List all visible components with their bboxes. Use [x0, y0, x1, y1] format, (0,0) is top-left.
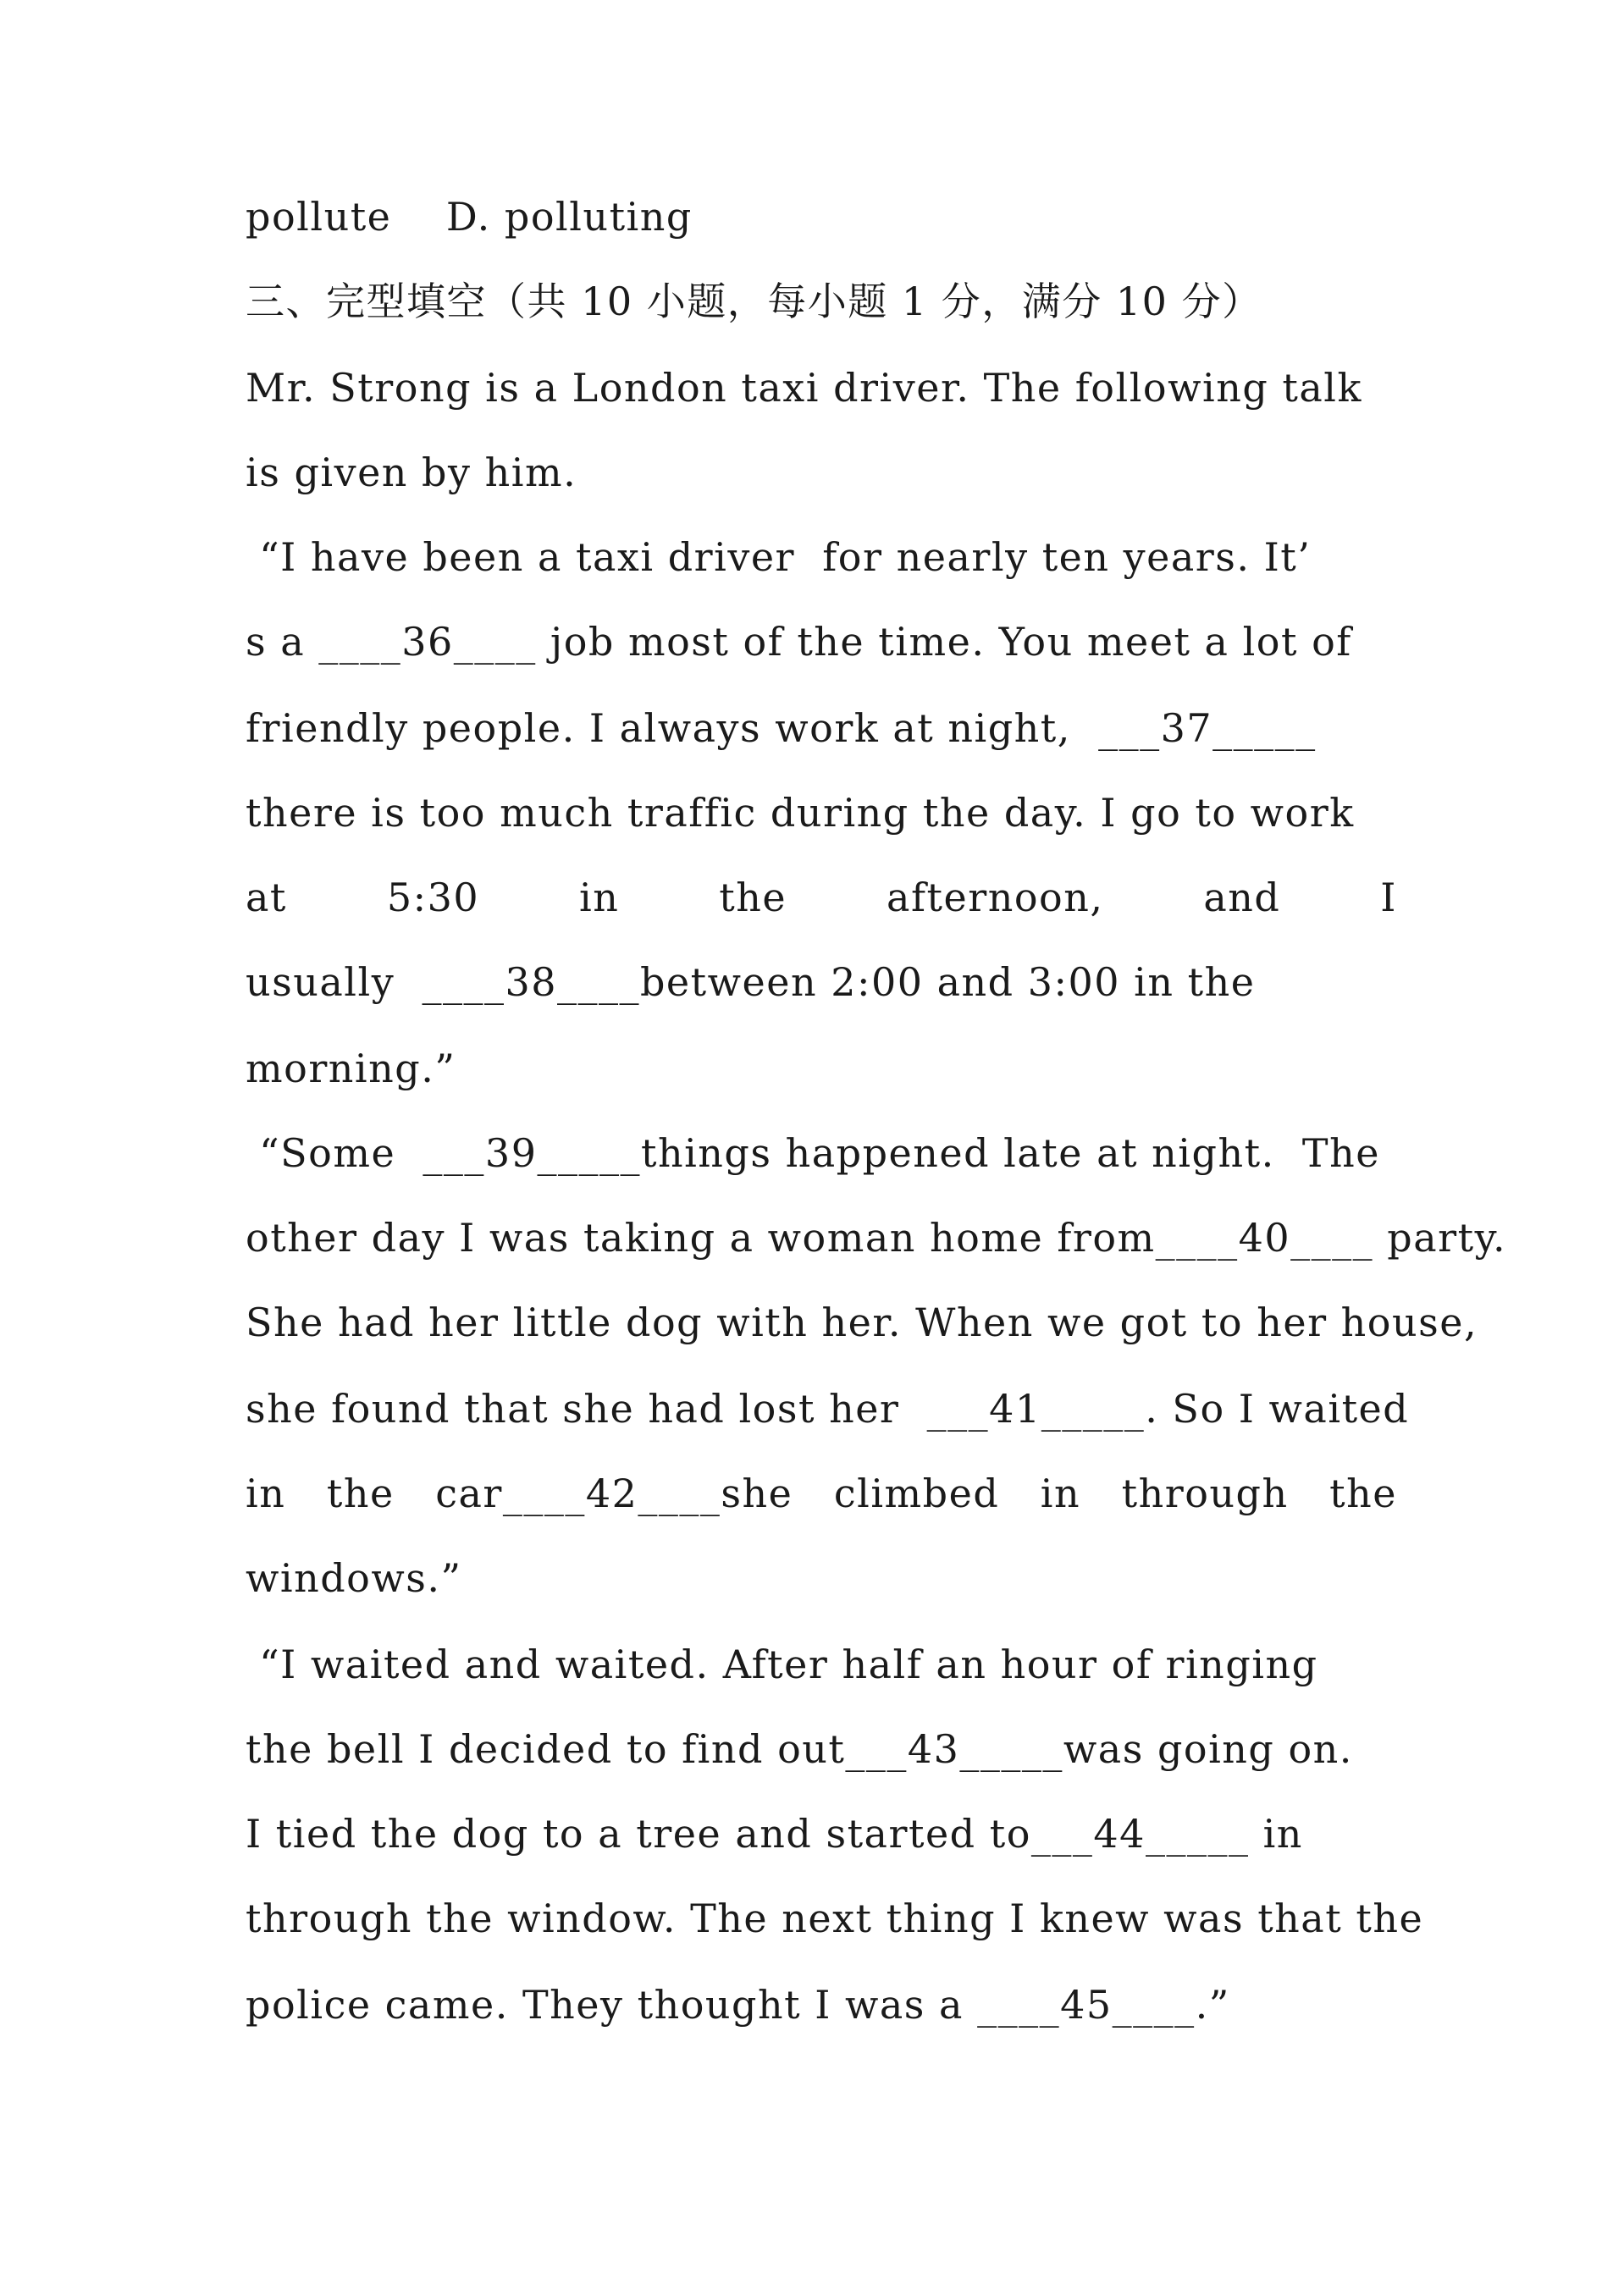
- section-heading-cloze: 三、完型填空（共 10 小题，每小题 1 分，满分 10 分）: [246, 279, 1262, 324]
- word: at: [246, 875, 287, 920]
- word: the: [326, 1471, 395, 1516]
- text-line-12: “Some ___39_____things happened late at night. The: [246, 1130, 1380, 1176]
- text-line-18: “I waited and waited. After half an hour of ringing: [246, 1642, 1318, 1687]
- word: in: [246, 1471, 286, 1516]
- text-line-15: she found that she had lost her ___41_____. So I waited: [246, 1386, 1410, 1432]
- word: car____42____she: [435, 1471, 793, 1516]
- word: the: [1329, 1471, 1397, 1516]
- word: I: [1380, 875, 1397, 920]
- text-line-8: there is too much traffic during the day. I go to work: [246, 790, 1355, 836]
- word: climbed: [833, 1471, 1000, 1516]
- text-line-16: [246, 1470, 1397, 1517]
- text-line-3: Mr. Strong is a London taxi driver. The following talk: [246, 365, 1362, 411]
- word: in: [1040, 1471, 1081, 1516]
- text-line-6: s a ____36____ job most of the time. You meet a lot of: [246, 619, 1352, 665]
- text-line-14: She had her little dog with her. When we got to her house,: [246, 1300, 1478, 1345]
- word: and: [1203, 875, 1281, 920]
- text-line-11: morning.”: [246, 1046, 456, 1091]
- text-line-5: “I have been a taxi driver for nearly ten years. It’: [246, 534, 1312, 580]
- text-line-19: the bell I decided to find out___43_____was going on.: [246, 1726, 1353, 1772]
- text-line-17: windows.”: [246, 1555, 462, 1601]
- text-line-1: pollute D. polluting: [246, 194, 693, 240]
- text-line-4: is given by him.: [246, 450, 577, 495]
- word: afternoon,: [887, 875, 1104, 920]
- word: 5:30: [386, 875, 480, 920]
- word: in: [579, 875, 620, 920]
- text-line-7: friendly people. I always work at night, ___37_____: [246, 705, 1317, 751]
- text-line-10: usually ____38____between 2:00 and 3:00 in the: [246, 959, 1256, 1005]
- text-line-13: other day I was taking a woman home from____40____ party.: [246, 1215, 1507, 1261]
- word: through: [1121, 1471, 1289, 1516]
- text-line-21: through the window. The next thing I knew was that the: [246, 1896, 1424, 1941]
- text-line-20: I tied the dog to a tree and started to___44_____ in: [246, 1811, 1303, 1857]
- word: the: [719, 875, 787, 920]
- text-line-22: police came. They thought I was a ____45____.”: [246, 1982, 1230, 2028]
- text-line-9: [246, 874, 1397, 921]
